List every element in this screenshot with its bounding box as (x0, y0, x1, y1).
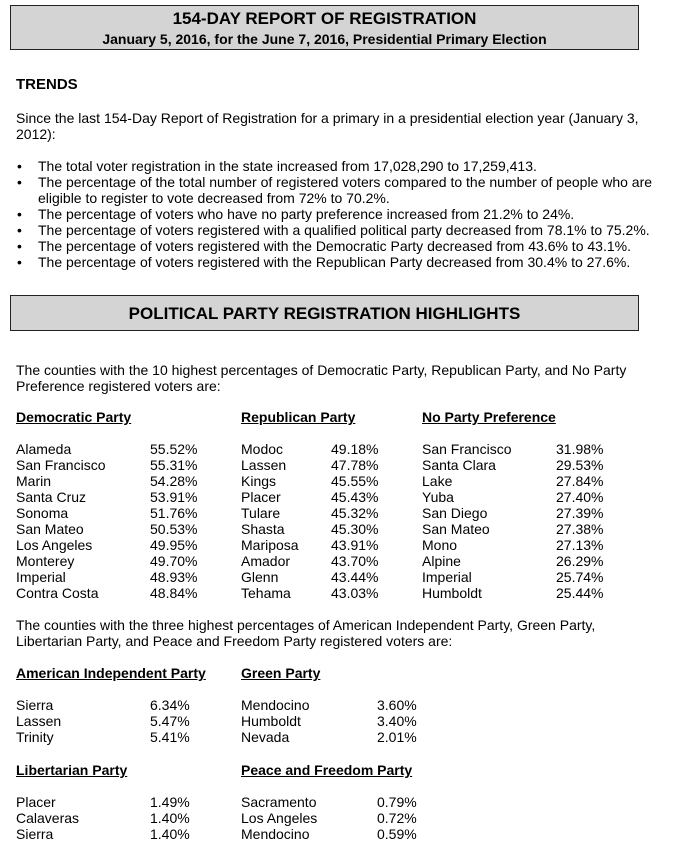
county-name: Calaveras (16, 810, 80, 826)
county-row (241, 441, 401, 457)
county-name: Alpine (422, 553, 461, 569)
trend-item (16, 158, 656, 174)
county-name: San Mateo (16, 521, 84, 537)
county-name: San Diego (422, 505, 488, 521)
county-row (16, 729, 216, 745)
county-row (16, 826, 216, 842)
county-row (422, 569, 622, 585)
bullet-icon: • (17, 222, 22, 238)
county-percentage: 0.79% (377, 794, 417, 810)
county-percentage: 49.18% (331, 441, 379, 457)
county-percentage: 45.55% (331, 473, 379, 489)
county-name: Glenn (241, 569, 279, 585)
county-name: Contra Costa (16, 585, 99, 601)
county-percentage: 27.40% (556, 489, 604, 505)
republican-list (241, 441, 401, 601)
county-percentage: 45.30% (331, 521, 379, 537)
county-percentage: 55.52% (150, 441, 198, 457)
pf-list (241, 794, 441, 842)
county-name: Mono (422, 537, 458, 553)
county-row (241, 521, 401, 537)
trend-item (16, 222, 656, 238)
county-row (241, 553, 401, 569)
county-percentage: 49.95% (150, 537, 198, 553)
county-percentage: 27.39% (556, 505, 604, 521)
county-percentage: 51.76% (150, 505, 198, 521)
npp-heading: No Party Preference (422, 409, 556, 425)
county-row (16, 713, 216, 729)
county-name: Yuba (422, 489, 454, 505)
county-row (241, 729, 441, 745)
county-percentage: 49.70% (150, 553, 198, 569)
county-row (16, 697, 216, 713)
county-name: Tehama (241, 585, 291, 601)
county-percentage: 31.98% (556, 441, 604, 457)
county-percentage: 25.44% (556, 585, 604, 601)
county-name: Shasta (241, 521, 285, 537)
county-percentage: 43.91% (331, 537, 379, 553)
county-row (241, 489, 401, 505)
county-name: Humboldt (241, 713, 301, 729)
county-percentage: 27.38% (556, 521, 604, 537)
county-percentage: 53.91% (150, 489, 198, 505)
county-percentage: 43.03% (331, 585, 379, 601)
democratic-list (16, 441, 216, 601)
county-percentage: 0.59% (377, 826, 417, 842)
highlights-header (10, 295, 639, 331)
trend-text: The percentage of the total number of registered voters compared to the number of people who are eligible to register to vote decreased from 72% to 70.2%. (38, 174, 653, 206)
county-percentage: 54.28% (150, 473, 198, 489)
trend-item (16, 254, 656, 270)
county-percentage: 1.40% (150, 810, 190, 826)
county-name: Alameda (16, 441, 72, 457)
county-row (241, 505, 401, 521)
county-name: Lassen (16, 713, 62, 729)
county-name: Humboldt (422, 585, 482, 601)
bullet-icon: • (17, 206, 22, 222)
county-row (422, 585, 622, 601)
county-percentage: 45.32% (331, 505, 379, 521)
county-name: Los Angeles (16, 537, 93, 553)
county-row (241, 810, 441, 826)
county-percentage: 5.47% (150, 713, 190, 729)
highlights-title: POLITICAL PARTY REGISTRATION HIGHLIGHTS (128, 304, 521, 323)
green-list (241, 697, 441, 745)
trend-item (16, 206, 656, 222)
county-name: Placer (241, 489, 281, 505)
county-percentage: 1.40% (150, 826, 190, 842)
county-name: San Mateo (422, 521, 490, 537)
top10-intro: The counties with the 10 highest percentages of Democratic Party, Republican Party, and No Party Preference registered voters are: (16, 362, 627, 394)
county-row (16, 457, 216, 473)
county-name: Sonoma (16, 505, 69, 521)
aip-heading: American Independent Party (16, 665, 206, 681)
county-percentage: 0.72% (377, 810, 417, 826)
trend-item (16, 238, 656, 254)
pf-heading: Peace and Freedom Party (241, 762, 413, 778)
county-row (422, 537, 622, 553)
county-row (241, 713, 441, 729)
county-name: Lassen (241, 457, 287, 473)
county-percentage: 2.01% (377, 729, 417, 745)
republican-heading: Republican Party (241, 409, 356, 425)
green-heading: Green Party (241, 665, 321, 681)
county-row (16, 489, 216, 505)
trends-list (16, 158, 656, 270)
county-row (422, 553, 622, 569)
democratic-heading: Democratic Party (16, 409, 132, 425)
county-name: San Francisco (16, 457, 106, 473)
report-title: 154-DAY REPORT OF REGISTRATION (172, 9, 477, 28)
county-name: Trinity (16, 729, 54, 745)
county-name: Mendocino (241, 697, 310, 713)
county-name: Sierra (16, 826, 54, 842)
county-row (241, 569, 401, 585)
county-row (16, 553, 216, 569)
npp-list (422, 441, 622, 601)
county-percentage: 3.60% (377, 697, 417, 713)
county-name: Mariposa (241, 537, 299, 553)
county-name: Kings (241, 473, 277, 489)
county-name: San Francisco (422, 441, 512, 457)
trends-heading: TRENDS (16, 76, 78, 93)
county-percentage: 50.53% (150, 521, 198, 537)
county-percentage: 1.49% (150, 794, 190, 810)
county-name: Tulare (241, 505, 281, 521)
county-percentage: 3.40% (377, 713, 417, 729)
report-subtitle: January 5, 2016, for the June 7, 2016, Presidential Primary Election (102, 31, 547, 47)
county-name: Nevada (241, 729, 290, 745)
county-name: Sacramento (241, 794, 317, 810)
county-row (422, 489, 622, 505)
county-row (16, 505, 216, 521)
county-row (16, 441, 216, 457)
report-header (10, 5, 639, 50)
county-name: Mendocino (241, 826, 310, 842)
trend-text: The percentage of voters registered with the Republican Party decreased from 30.4% to 27.6%. (38, 254, 631, 270)
bullet-icon: • (17, 158, 22, 174)
county-name: Modoc (241, 441, 284, 457)
county-percentage: 45.43% (331, 489, 379, 505)
trend-text: The total voter registration in the state increased from 17,028,290 to 17,259,413. (38, 158, 537, 174)
county-percentage: 25.74% (556, 569, 604, 585)
county-percentage: 26.29% (556, 553, 604, 569)
county-name: Santa Clara (422, 457, 496, 473)
county-name: Los Angeles (241, 810, 318, 826)
county-percentage: 47.78% (331, 457, 379, 473)
bullet-icon: • (17, 174, 22, 190)
county-percentage: 5.41% (150, 729, 190, 745)
libertarian-heading: Libertarian Party (16, 762, 128, 778)
county-row (241, 537, 401, 553)
county-name: Placer (16, 794, 56, 810)
county-name: Sierra (16, 697, 54, 713)
county-percentage: 29.53% (556, 457, 604, 473)
county-row (16, 521, 216, 537)
county-name: Monterey (16, 553, 75, 569)
top3-intro: The counties with the three highest percentages of American Independent Party, Green Party, Libertarian Party, and Peace and Freedom Party registered voters are: (16, 617, 596, 649)
trend-text: The percentage of voters registered with the Democratic Party decreased from 43.6% to 43.1%. (38, 238, 631, 254)
county-row (16, 473, 216, 489)
county-percentage: 48.93% (150, 569, 198, 585)
county-percentage: 55.31% (150, 457, 198, 473)
county-row (241, 697, 441, 713)
bullet-icon: • (17, 254, 22, 270)
aip-list (16, 697, 216, 745)
county-row (16, 794, 216, 810)
trend-text: The percentage of voters who have no party preference increased from 21.2% to 24%. (38, 206, 575, 222)
county-name: Imperial (422, 569, 472, 585)
county-row (241, 473, 401, 489)
county-name: Marin (16, 473, 52, 489)
trends-intro: Since the last 154-Day Report of Registration for a primary in a presidential election year (January 3, 2012): (16, 110, 639, 142)
bullet-icon: • (17, 238, 22, 254)
county-row (422, 473, 622, 489)
county-percentage: 43.70% (331, 553, 379, 569)
trend-item (16, 174, 656, 206)
county-row (16, 569, 216, 585)
county-percentage: 27.84% (556, 473, 604, 489)
county-percentage: 48.84% (150, 585, 198, 601)
county-percentage: 27.13% (556, 537, 604, 553)
county-row (422, 441, 622, 457)
county-row (241, 457, 401, 473)
county-name: Amador (241, 553, 291, 569)
libertarian-list (16, 794, 216, 842)
county-name: Santa Cruz (16, 489, 87, 505)
county-percentage: 43.44% (331, 569, 379, 585)
county-row (422, 457, 622, 473)
county-name: Imperial (16, 569, 66, 585)
county-row (241, 585, 401, 601)
county-row (16, 537, 216, 553)
county-row (422, 505, 622, 521)
county-row (241, 826, 441, 842)
county-percentage: 6.34% (150, 697, 190, 713)
county-row (16, 810, 216, 826)
county-row (422, 521, 622, 537)
county-row (241, 794, 441, 810)
trend-text: The percentage of voters registered with a qualified political party decreased from 78.1% to 75.2%. (38, 222, 650, 238)
county-row (16, 585, 216, 601)
county-name: Lake (422, 473, 453, 489)
